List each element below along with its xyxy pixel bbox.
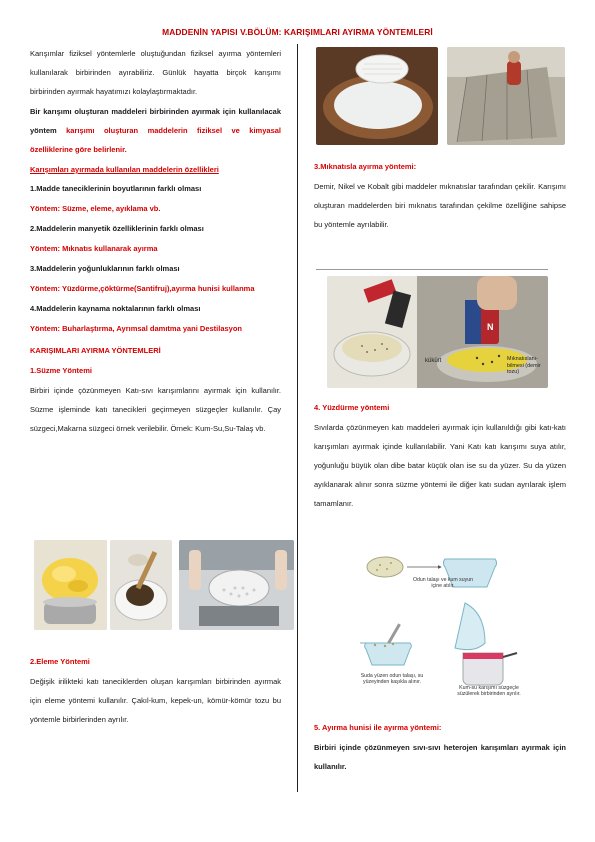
flotation-diagram-label-3: Kum-su karışımı süzgeçle süzülerek birbirinden ayrılır. [457, 685, 521, 698]
funnel-section [314, 718, 566, 776]
property-label-3: 3.Maddelerin yoğunluklarının farklı olması [30, 264, 180, 273]
intro-paragraph: Karışımlar fiziksel yöntemlerle oluştuğundan fiziksel ayırma yöntemleri kullanılarak birbirinden ayırabiliriz. Günlük hayatta birçok karışımı birbirinden ayırmak hayatımızı kolaylaştırmaktadır. [30, 49, 281, 96]
page-title: MADDENİN YAPISI V.BÖLÜM: KARIŞIMLARI AYIRMA YÖNTEMLERİ [162, 27, 433, 37]
properties-heading: Karışımları ayırmada kullanılan maddelerin özellikleri [30, 165, 219, 174]
magnet-section [314, 157, 566, 234]
property-label-4: 4.Maddelerin kaynama noktalarının farklı olması [30, 304, 201, 313]
sieving-photo-gravel [447, 47, 565, 145]
sieving-section [30, 652, 281, 729]
filtration-photo-colander [179, 540, 294, 630]
methods-heading: KARIŞIMLARI AYIRMA YÖNTEMLERİ [30, 346, 161, 355]
method-sentence-black: Bir karışımı oluşturan maddeleri birbirinden ayırmak için kullanılacak yöntem [30, 107, 281, 135]
magnet-label-iron: Mıknatıslanı- bilmesi (demir tozu) [507, 356, 541, 375]
filtration-heading: 1.Süzme Yöntemi [30, 366, 92, 375]
flotation-section [314, 398, 566, 513]
column-divider [297, 44, 298, 792]
flotation-diagram-label-1: Odun talaşı ve kum suyun içine atılır. [413, 577, 473, 590]
magnet-photo [327, 276, 548, 388]
funnel-text: Birbiri içinde çözünmeyen sıvı-sıvı heterojen karışımları ayırmak için kullanılır. [314, 743, 566, 771]
property-method-1: Yöntem: Süzme, eleme, ayıklama vb. [30, 204, 161, 213]
property-method-4: Yöntem: Buharlaştırma, Ayrımsal damıtma yani Destilasyon [30, 324, 243, 333]
filtration-text: Birbiri içinde çözünmeyen Katı-sıvı karışımlarını ayırmak için kullanılır. Süzme işleminde katı tanecikleri geçirmeyen süzgeçler kullanılır. Çay süzgeci,Makarna süzgeci örnek verilebilir. Örnek: Kum-Su,Su-Talaş vb. [30, 386, 281, 433]
property-label-1: 1.Madde taneciklerinin boyutlarının farklı olması [30, 184, 202, 193]
left-column [30, 44, 281, 438]
property-label-2: 2.Maddelerin manyetik özelliklerinin farklı olması [30, 224, 204, 233]
flotation-heading: 4. Yüzdürme yöntemi [314, 403, 390, 412]
flotation-text: Sıvılarda çözünmeyen katı maddeleri ayırmak için kullanıldığı gibi katı-katı karışımları ayırmak içinde kullanılabilir. Yani Katı katı karışımı suya atılır, yoğunluğu büyük olan dibe batar küçük olan ise su da yüzer. Su da yüzen ayıklanarak alınır sonra süzme yöntemi ile diğer katı sudan ayrılarak işlem tamamlanır. [314, 423, 566, 508]
sieving-text: Değişik irilikteki katı taneciklerden oluşan karışımları birbirinden ayırmak için eleme yöntemi kullanılır. Çakıl-kum, kepek-un, kömür-kömür tozu bu yöntemle birbirlerinden ayrılır. [30, 677, 281, 724]
filtration-photo-pasta [34, 540, 107, 630]
filtration-photo-tea [110, 540, 172, 630]
property-method-3: Yöntem: Yüzdürme,çöktürme(Santifruj),ayırma hunisi kullanma [30, 284, 255, 293]
flotation-diagram [355, 553, 530, 703]
magnet-heading: 3.Mıknatısla ayırma yöntemi: [314, 162, 417, 171]
flotation-diagram-label-2: Suda yüzen odun talaşı, su yüzeyinden kaşıkla alınır. [360, 673, 424, 686]
sieving-photo-flour [316, 47, 438, 145]
funnel-heading: 5. Ayırma hunisi ile ayırma yöntemi: [314, 723, 442, 732]
sieving-heading: 2.Eleme Yöntemi [30, 657, 90, 666]
property-method-2: Yöntem: Mıknatıs kullanarak ayırma [30, 244, 158, 253]
magnet-image-top-rule [316, 269, 548, 270]
method-sentence-red: karışımı oluşturan maddelerin fiziksel ve kimyasal özelliklerine göre belirlenir. [30, 126, 281, 154]
magnet-pole-label: N [487, 322, 494, 332]
method-sentence [30, 102, 281, 159]
magnet-label-sulfur: kükürt [425, 358, 442, 364]
magnet-text: Demir, Nikel ve Kobalt gibi maddeler mıknatıslar tarafından çekilir. Karışımı oluşturan maddelerden biri mıknatıs tarafından çekilme özelliğine sahipse bu yöntemle ayrılabilir. [314, 182, 566, 229]
